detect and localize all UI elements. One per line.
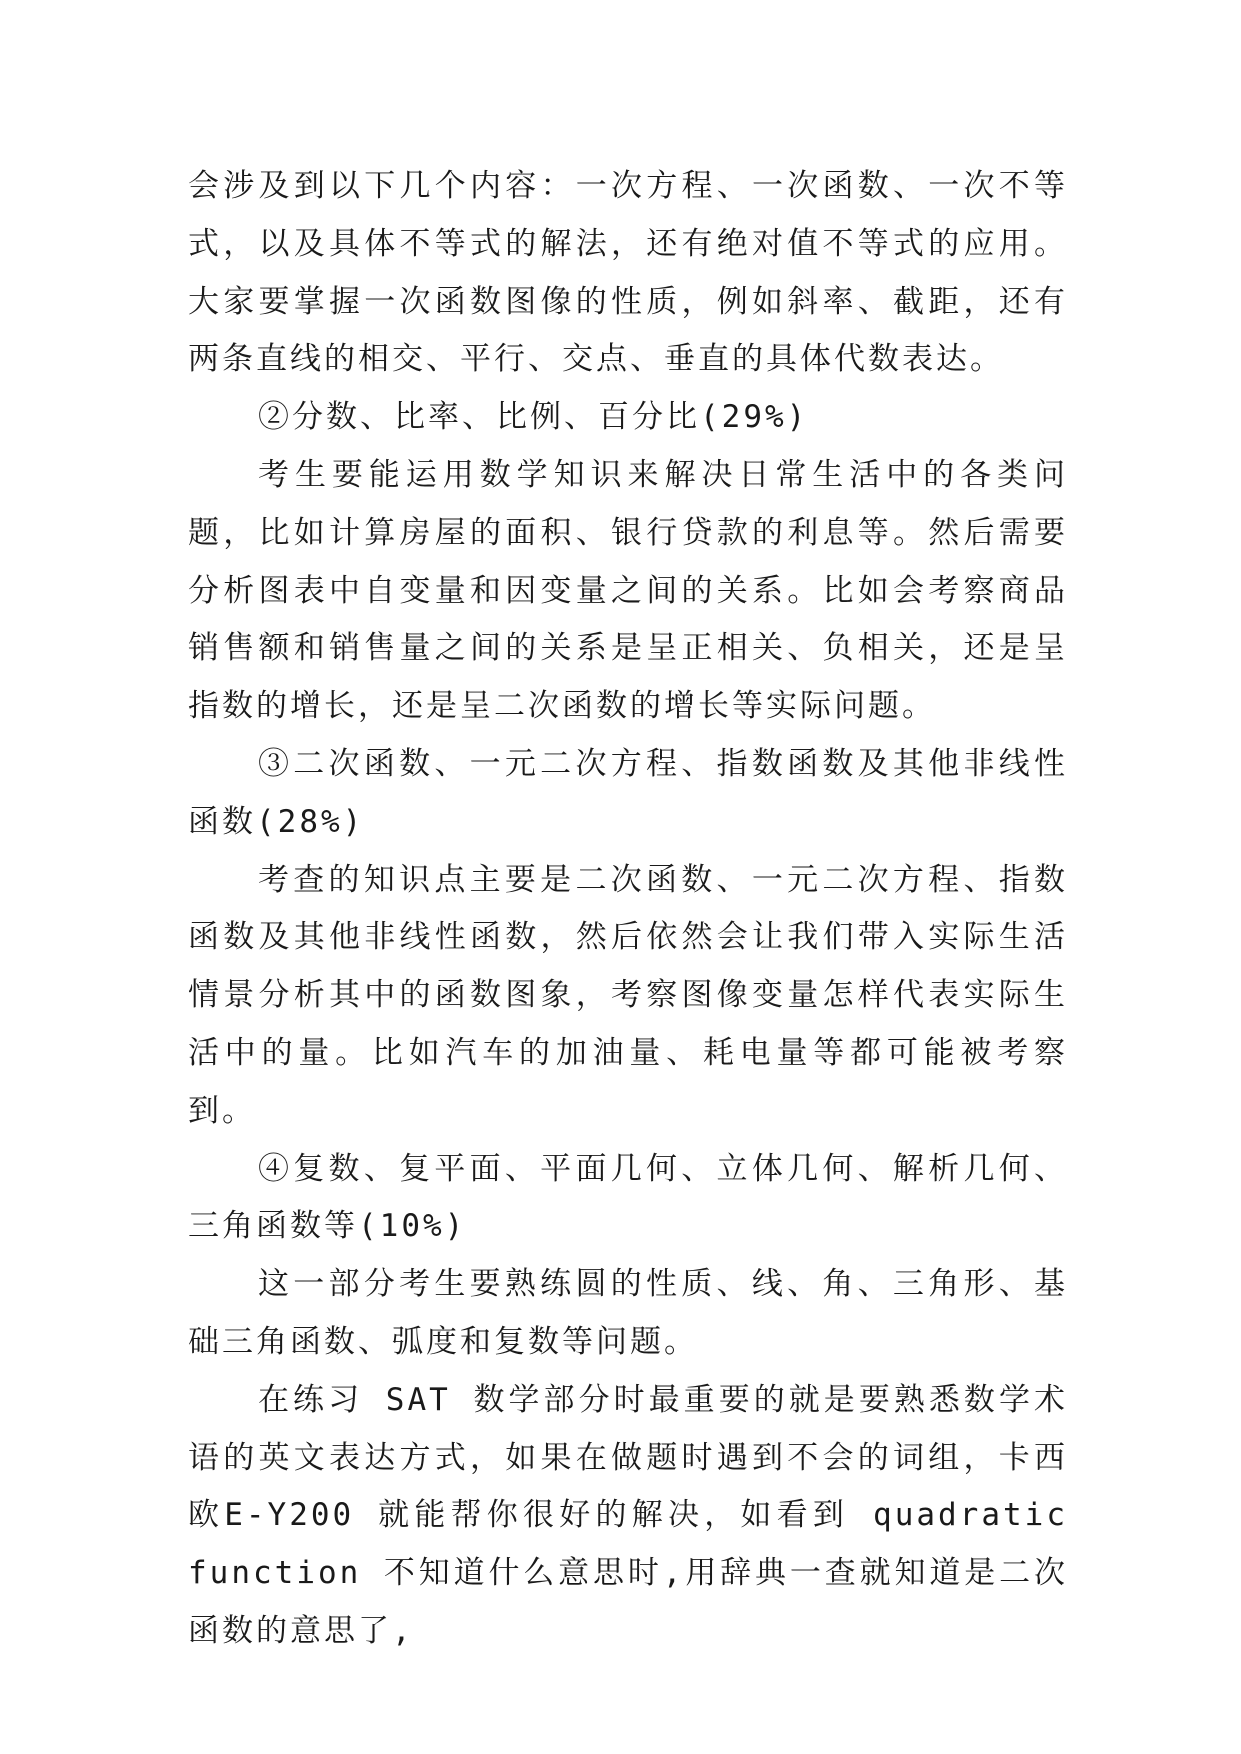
paragraph-linear-topics: 会涉及到以下几个内容：一次方程、一次函数、一次不等式，以及具体不等式的解法，还有绝对值不等式的应用。大家要掌握一次函数图像的性质，例如斜率、截距，还有两条直线的相交、平行、交点、垂直的具体代数表达。 bbox=[188, 168, 1068, 378]
heading-fractions-ratios: ②分数、比率、比例、百分比(29%) bbox=[258, 399, 809, 436]
paragraph-geometry: 这一部分考生要熟练圆的性质、线、角、三角形、基础三角函数、弧度和复数等问题。 bbox=[188, 1266, 1068, 1360]
heading-geometry: ④复数、复平面、平面几何、立体几何、解析几何、三角函数等(10%) bbox=[188, 1150, 1068, 1245]
paragraph-sat-practice: 在练习 SAT 数学部分时最重要的就是要熟悉数学术语的英文表达方式，如果在做题时遇到不会的词组，卡西欧E-Y200 就能帮你很好的解决，如看到 quadratic function 不知道什么意思时,用辞典一查就知道是二次函数的意思了, bbox=[188, 1381, 1068, 1649]
heading-quadratic-functions: ③二次函数、一元二次方程、指数函数及其他非线性函数(28%) bbox=[188, 745, 1068, 840]
paragraph-quadratic-functions: 考查的知识点主要是二次函数、一元二次方程、指数函数及其他非线性函数，然后依然会让我们带入实际生活情景分析其中的函数图象，考察图像变量怎样代表实际生活中的量。比如汽车的加油量、耗电量等都可能被考察到。 bbox=[188, 861, 1068, 1129]
document-body bbox=[188, 158, 1068, 1661]
paragraph-fractions-ratios: 考生要能运用数学知识来解决日常生活中的各类问题，比如计算房屋的面积、银行贷款的利息等。然后需要分析图表中自变量和因变量之间的关系。比如会考察商品销售额和销售量之间的关系是呈正相关、负相关，还是呈指数的增长，还是呈二次函数的增长等实际问题。 bbox=[188, 456, 1068, 725]
